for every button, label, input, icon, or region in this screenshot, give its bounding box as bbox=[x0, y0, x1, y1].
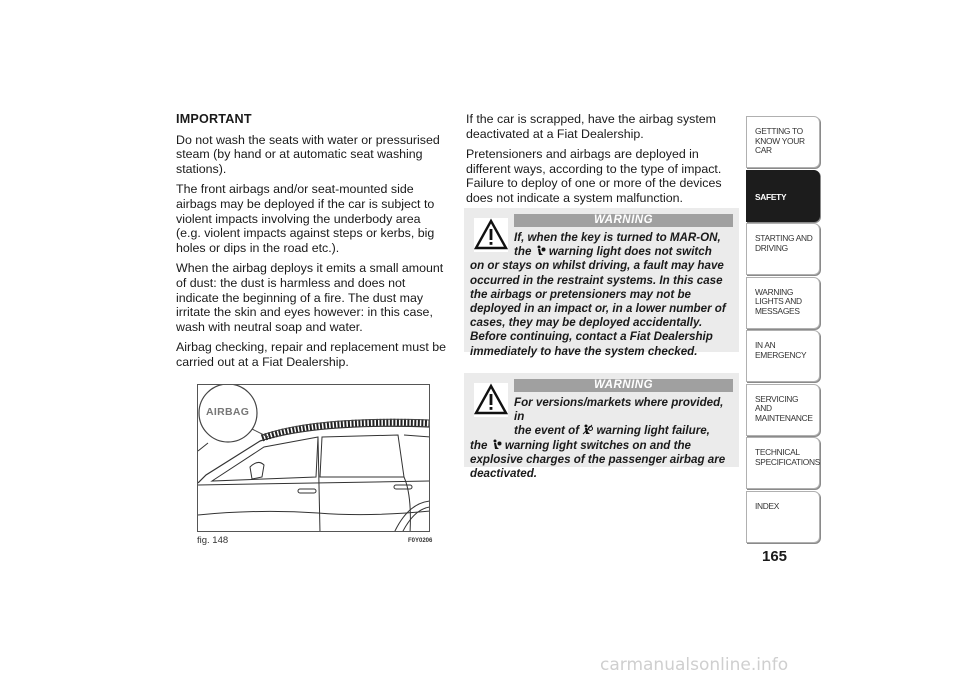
warning-text-line: the event of warning light failure, bbox=[514, 424, 710, 438]
paragraph: The front airbags and/or seat-mounted side airbags may be deployed if the car is subject to violent impacts involving the underbody area (e.g. violent impacts against steps or kerbs, big holes or dips in the road etc.). bbox=[176, 182, 435, 255]
figure-code: F0Y0206 bbox=[408, 538, 433, 544]
paragraph: When the airbag deploys it emits a small amount of dust: the dust is harmless and does not indicate the beginning of a fire. The dust may irritate the skin and eyes however: in this case, wash with neutral soap and water. bbox=[176, 261, 444, 334]
left-column bbox=[176, 112, 448, 376]
airbag-figure bbox=[197, 384, 430, 532]
warning-box-passenger-airbag bbox=[464, 373, 739, 481]
passenger-airbag-off-icon bbox=[582, 424, 593, 435]
warning-text-line: For versions/markets where provided, in bbox=[514, 396, 724, 424]
tab-index[interactable]: INDEX bbox=[746, 491, 820, 543]
warning-label: WARNING bbox=[514, 214, 733, 227]
paragraph: Pretensioners and airbags are deployed in different ways, according to the type of impact. Failure to deploy of one or more of the devices does not indicate a system malfunction. bbox=[466, 147, 722, 205]
warning-triangle-icon bbox=[474, 218, 508, 252]
warning-label: WARNING bbox=[514, 379, 733, 392]
figure-caption: fig. 148 bbox=[197, 535, 229, 546]
warning-text-body: explosive charges of the passenger airbag are deactivated. bbox=[470, 452, 726, 481]
tab-safety[interactable]: SAFETY bbox=[746, 170, 820, 222]
important-heading: IMPORTANT bbox=[176, 112, 252, 126]
paragraph: Airbag checking, repair and replacement must be carried out at a Fiat Dealership. bbox=[176, 340, 446, 369]
page-number: 165 bbox=[762, 548, 788, 565]
airbag-warning-light-icon bbox=[491, 439, 502, 450]
warning-text-line: If, when the key is turned to MAR-ON, bbox=[514, 231, 721, 244]
tab-servicing-and-maintenance[interactable]: SERVICING AND MAINTENANCE bbox=[746, 384, 820, 436]
tab-technical-specifications[interactable]: TECHNICAL SPECIFICATIONS bbox=[746, 437, 820, 489]
airbag-badge-label: AIRBAG bbox=[206, 406, 250, 418]
paragraph: Do not wash the seats with water or pressurised steam (by hand or at automatic seat washing stations). bbox=[176, 132, 440, 176]
warning-text-body: on or stays on whilst driving, a fault may have occurred in the restraint systems. In this case the airbags or pretensioners may not be deployed in an impact or, in a lower number of cases, they may be deployed accidentally. Before continuing, contact a Fiat Dealership immediately to have the system checked. bbox=[470, 259, 726, 358]
paragraph: If the car is scrapped, have the airbag system deactivated at a Fiat Dealership. bbox=[466, 112, 717, 141]
warning-triangle-icon bbox=[474, 383, 508, 417]
warning-box-key-mar-on bbox=[464, 208, 739, 358]
tab-starting-and-driving[interactable]: STARTING AND DRIVING bbox=[746, 223, 820, 275]
tab-in-an-emergency[interactable]: IN AN EMERGENCY bbox=[746, 330, 820, 382]
airbag-warning-light-icon bbox=[535, 245, 546, 256]
watermark: carmanualsonline.info bbox=[600, 655, 789, 675]
chapter-tabs bbox=[746, 116, 820, 544]
tab-warning-lights-and-messages[interactable]: WARNING LIGHTS AND MESSAGES bbox=[746, 277, 820, 329]
warning-text-line: the warning light does not switch bbox=[514, 245, 712, 259]
tab-getting-to-know-your-car[interactable]: GETTING TO KNOW YOUR CAR bbox=[746, 116, 820, 168]
warning-text-line: the warning light switches on and the bbox=[470, 438, 692, 452]
right-column bbox=[466, 112, 738, 212]
